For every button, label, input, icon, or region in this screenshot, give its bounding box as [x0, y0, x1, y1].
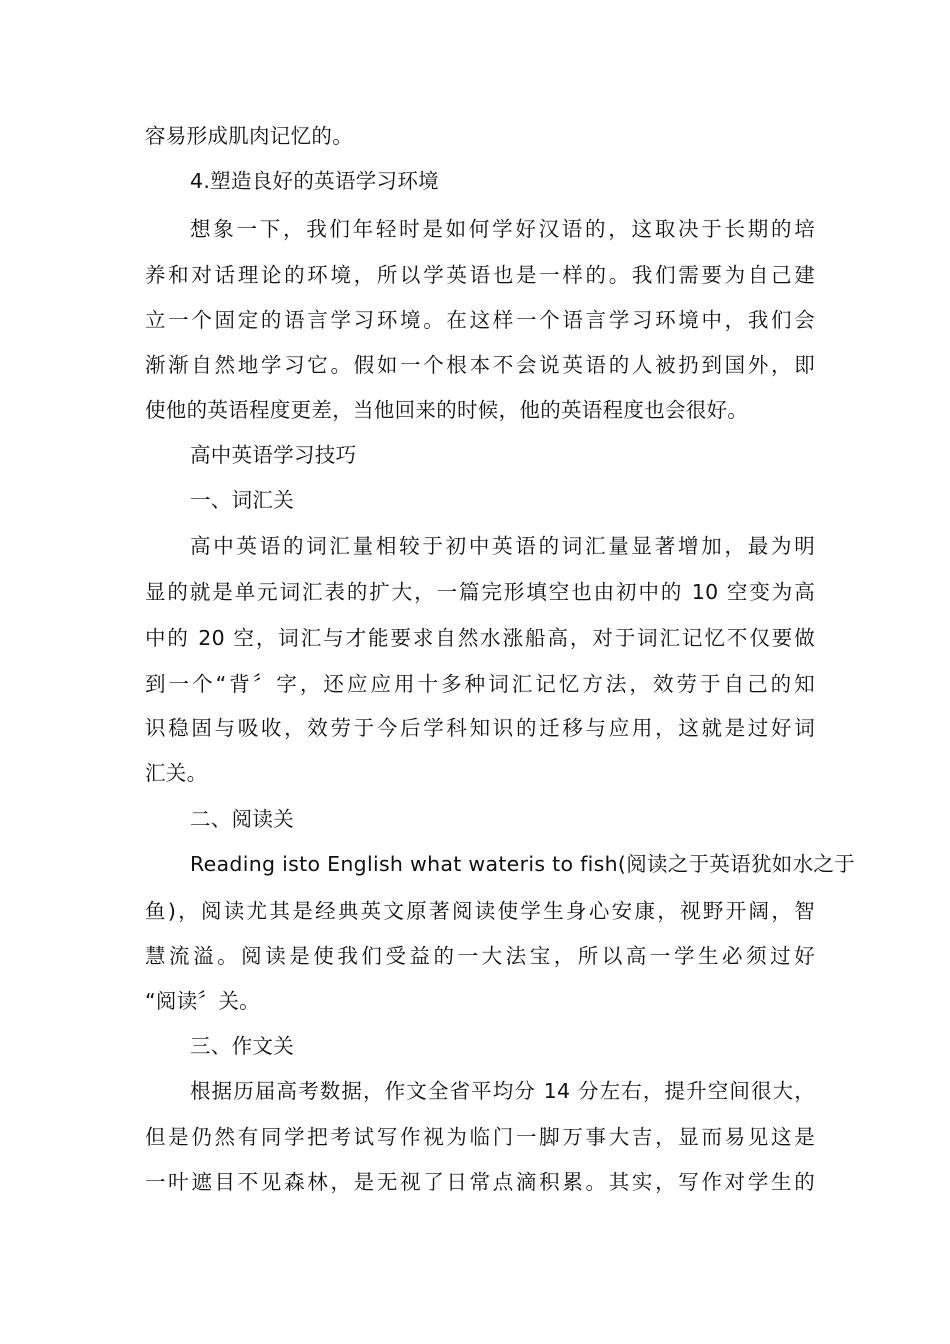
paragraph-line: 养和对话理论的环境，所以学英语也是一样的。我们需要为自己建 [145, 263, 815, 287]
paragraph-line: 使他的英语程度更差，当他回来的时候，他的英语程度也会很好。 [145, 398, 749, 422]
section-heading: 一、词汇关 [190, 488, 294, 512]
paragraph-line: 汇关。 [145, 761, 208, 785]
paragraph-line: 高中英语的词汇量相较于初中英语的词汇量显著增加，最为明 [190, 534, 815, 558]
paragraph-line: 渐渐自然地学习它。假如一个根本不会说英语的人被扔到国外，即 [145, 353, 815, 377]
paragraph-line: 但是仍然有同学把考试写作视为临门一脚万事大吉，显而易见这是 [145, 1125, 815, 1149]
paragraph-line: 到一个“背〞字，还应应用十多种词汇记忆方法，效劳于自己的知 [145, 672, 815, 696]
paragraph-line: “阅读〞关。 [145, 989, 260, 1013]
paragraph-line: 慧流溢。阅读是使我们受益的一大法宝，所以高一学生必须过好 [145, 944, 815, 968]
paragraph-line: 显的就是单元词汇表的扩大，一篇完形填空也由初中的 10 空变为高 [145, 580, 815, 604]
paragraph-line: Reading isto English what wateris to fish(阅读之于英语犹如水之于 [190, 852, 855, 876]
paragraph-line: 中的 20 空，词汇与才能要求自然水涨船高，对于词汇记忆不仅要做 [145, 626, 815, 650]
section-heading: 4.塑造良好的英语学习环境 [190, 169, 439, 193]
section-heading: 高中英语学习技巧 [190, 443, 357, 467]
paragraph-line: 鱼)，阅读尤其是经典英文原著阅读使学生身心安康，视野开阔，智 [145, 899, 815, 923]
paragraph-line: 一叶遮目不见森林，是无视了日常点滴积累。其实，写作对学生的 [145, 1170, 815, 1194]
paragraph-line: 想象一下，我们年轻时是如何学好汉语的，这取决于长期的培 [190, 217, 815, 241]
paragraph-line: 容易形成肌肉记忆的。 [145, 124, 353, 148]
section-heading: 三、作文关 [190, 1034, 294, 1058]
paragraph-line: 根据历届高考数据，作文全省平均分 14 分左右，提升空间很大， [190, 1079, 815, 1103]
section-heading: 二、阅读关 [190, 807, 294, 831]
paragraph-line: 识稳固与吸收，效劳于今后学科知识的迁移与应用，这就是过好词 [145, 716, 815, 740]
paragraph-line: 立一个固定的语言学习环境。在这样一个语言学习环境中，我们会 [145, 308, 815, 332]
